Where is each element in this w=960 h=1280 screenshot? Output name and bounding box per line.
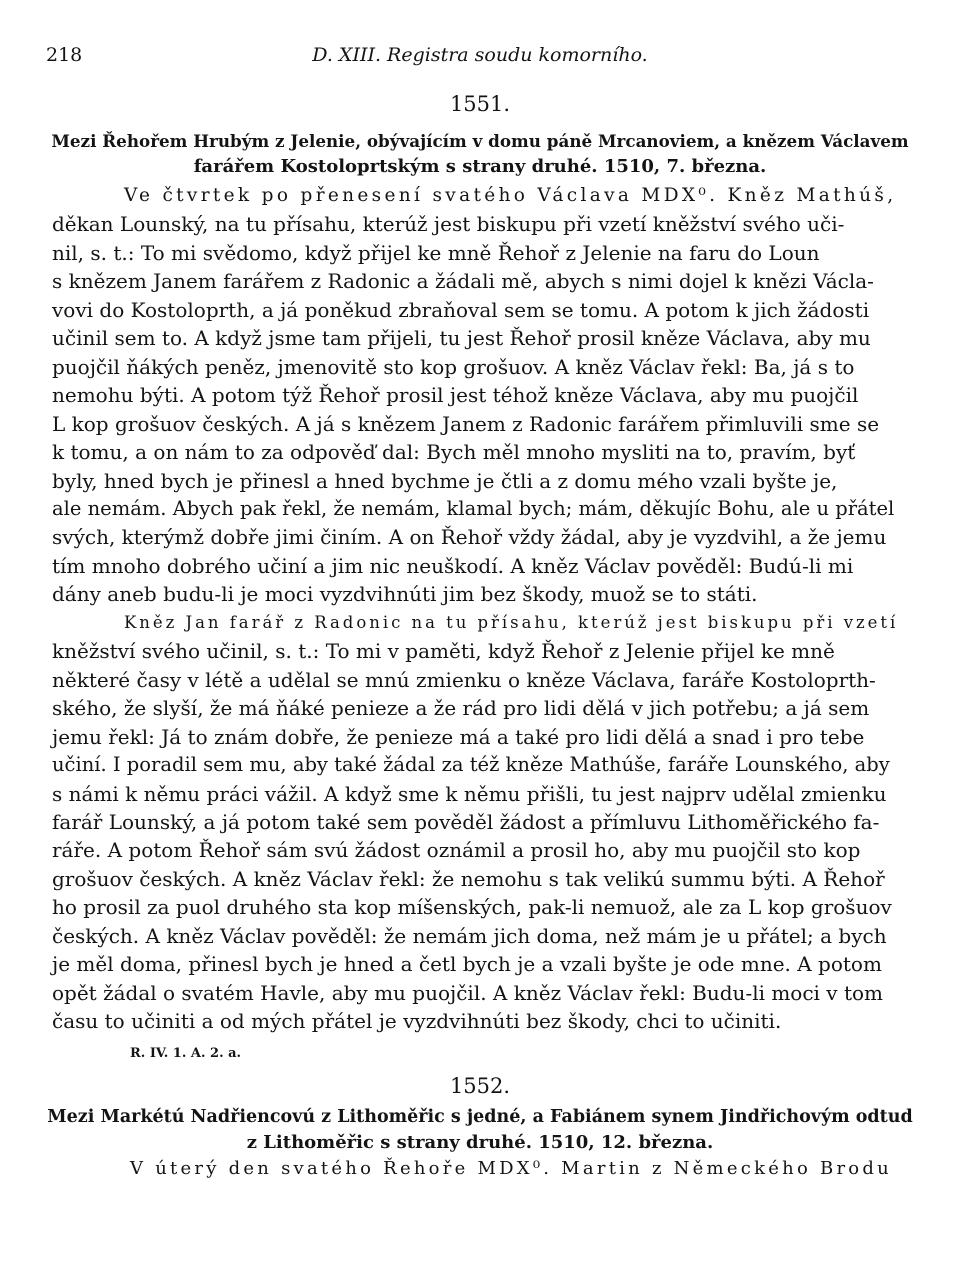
text-line: svých, kterýmž dobře jimi činím. A on Řehoř vždy žádal, aby je vyzdvihl, a že jemu: [52, 525, 887, 550]
text-line: nil, s. t.: To mi svědomo, když přijel ke mně Řehoř z Jelenie na faru do Loun: [52, 240, 820, 265]
entry-number: 1551.: [449, 92, 511, 116]
regest-line: Mezi Řehořem Hrubým z Jelenie, obývajícím v domu páně Mrcanoviem, a knězem Václavem: [51, 131, 909, 151]
text-line: V úterý den svatého Řehoře MDX⁰. Martin z Německého Brodu: [130, 1158, 892, 1179]
text-line: farář Lounský, a já potom také sem pověděl žádost a přímluvu Lithoměřického fa-: [52, 809, 880, 834]
archival-signature: R. IV. 1. A. 2. a.: [130, 1046, 242, 1061]
text-line: Kněz Jan farář z Radonic na tu přísahu, kterúž jest biskupu při vzetí: [124, 612, 899, 632]
page-number: 218: [46, 44, 83, 66]
text-line: s námi k němu práci vážil. A když sme k němu přišli, tu jest najprv udělal zmienku: [52, 781, 887, 806]
text-line: ho prosil za puol druhého sta kop míšenských, pak-li nemuož, ale za L kop grošuov: [52, 895, 892, 920]
text-line: času to učiniti a od mých přátel je vyzdvihnúti bez škody, chci to učiniti.: [52, 1009, 782, 1034]
text-line: děkan Lounský, na tu přísahu, kterúž jest biskupu při vzetí kněžství svého uči-: [52, 212, 845, 237]
text-line: je měl doma, přinesl bych je hned a četl bych je a vzali byšte je ode mne. A potom: [52, 952, 882, 977]
text-line: vovi do Kostoloprth, a já poněkud zbraňoval sem se tomu. A potom k jich žádosti: [52, 297, 870, 322]
running-head: D. XIII. Registra soudu komorního.: [312, 44, 648, 66]
text-line: dány aneb budu-li je moci vyzdvihnúti jim bez škody, muož se to státi.: [52, 582, 758, 607]
text-line: jemu řekl: Já to znám dobře, že penieze má a také pro lidi dělá a snad i pro tebe: [52, 724, 865, 749]
regest-line: farářem Kostoloprtským s strany druhé. 1510, 7. března.: [193, 156, 767, 177]
text-line: učinil sem to. A když jsme tam přijeli, tu jest Řehoř prosil kněze Václava, aby mu: [52, 326, 871, 351]
text-line: puojčil ňákých peněz, jmenovitě sto kop grošuov. A kněz Václav řekl: Ba, já s to: [52, 354, 855, 379]
regest-line: Mezi Markétú Nadřiencovú z Lithoměřic s jedné, a Fabiánem synem Jindřichovým odtud: [47, 1107, 913, 1127]
text-line: s knězem Janem farářem z Radonic a žádali mě, abych s nimi dojel k knězi Václa-: [52, 269, 874, 294]
text-line: učiní. I poradil sem mu, aby také žádal za též kněze Mathúše, faráře Lounského, aby: [52, 753, 890, 777]
entry-number: 1552.: [449, 1074, 511, 1098]
text-line: Ve čtvrtek po přenesení svatého Václava MDX⁰. Kněz Mathúš,: [124, 185, 897, 206]
regest-line: z Lithoměřic s strany druhé. 1510, 12. března.: [246, 1132, 714, 1153]
text-line: byly, hned bych je přinesl a hned bychme je čtli a z domu mého vzali byšte je,: [52, 468, 838, 493]
entry-text: [52, 182, 898, 1036]
text-line: L kop grošuov českých. A já s knězem Janem z Radonic farářem přimluvili sme se: [52, 411, 880, 436]
text-line: grošuov českých. A kněz Václav řekl: že nemohu s tak velikú summu býti. A Řehoř: [52, 866, 885, 891]
text-line: českých. A kněz Václav pověděl: že nemám jich doma, než mám je u přátel; a bych: [52, 923, 887, 948]
text-line: kněžství svého učinil, s. t.: To mi v paměti, když Řehoř z Jelenie přijel ke mně: [52, 639, 835, 664]
entry-regest: [46, 128, 914, 180]
text-line: některé časy v létě a udělal se mnú zmienku o kněze Václava, faráře Kostoloprth-: [52, 667, 876, 692]
text-line: tím mnoho dobrého učiní a jim nic neuškodí. A kněz Václav pověděl: Budú-li mi: [52, 553, 854, 578]
text-line: opět žádal o svatém Havle, aby mu puojčil. A kněz Václav řekl: Budu-li moci v tom: [52, 980, 884, 1005]
text-line: k tomu, a on nám to za odpověď dal: Bych měl mnoho mysliti na to, pravím, byť: [52, 440, 856, 465]
text-line: ale nemám. Abych pak řekl, že nemám, klamal bych; mám, děkujíc Bohu, ale u přátel: [52, 496, 895, 520]
text-line: ráře. A potom Řehoř sám svú žádost oznámil a prosil ho, aby mu puojčil sto kop: [52, 838, 861, 863]
entry-regest: [46, 1104, 914, 1156]
text-line: ského, že slyší, že má ňáké penieze a že rád pro lidi dělá v jich potřebu; a já sem: [52, 696, 870, 721]
page-header: [46, 44, 914, 74]
text-line: nemohu býti. A potom týž Řehoř prosil jest téhož kněze Václava, aby mu puojčil: [52, 383, 859, 408]
